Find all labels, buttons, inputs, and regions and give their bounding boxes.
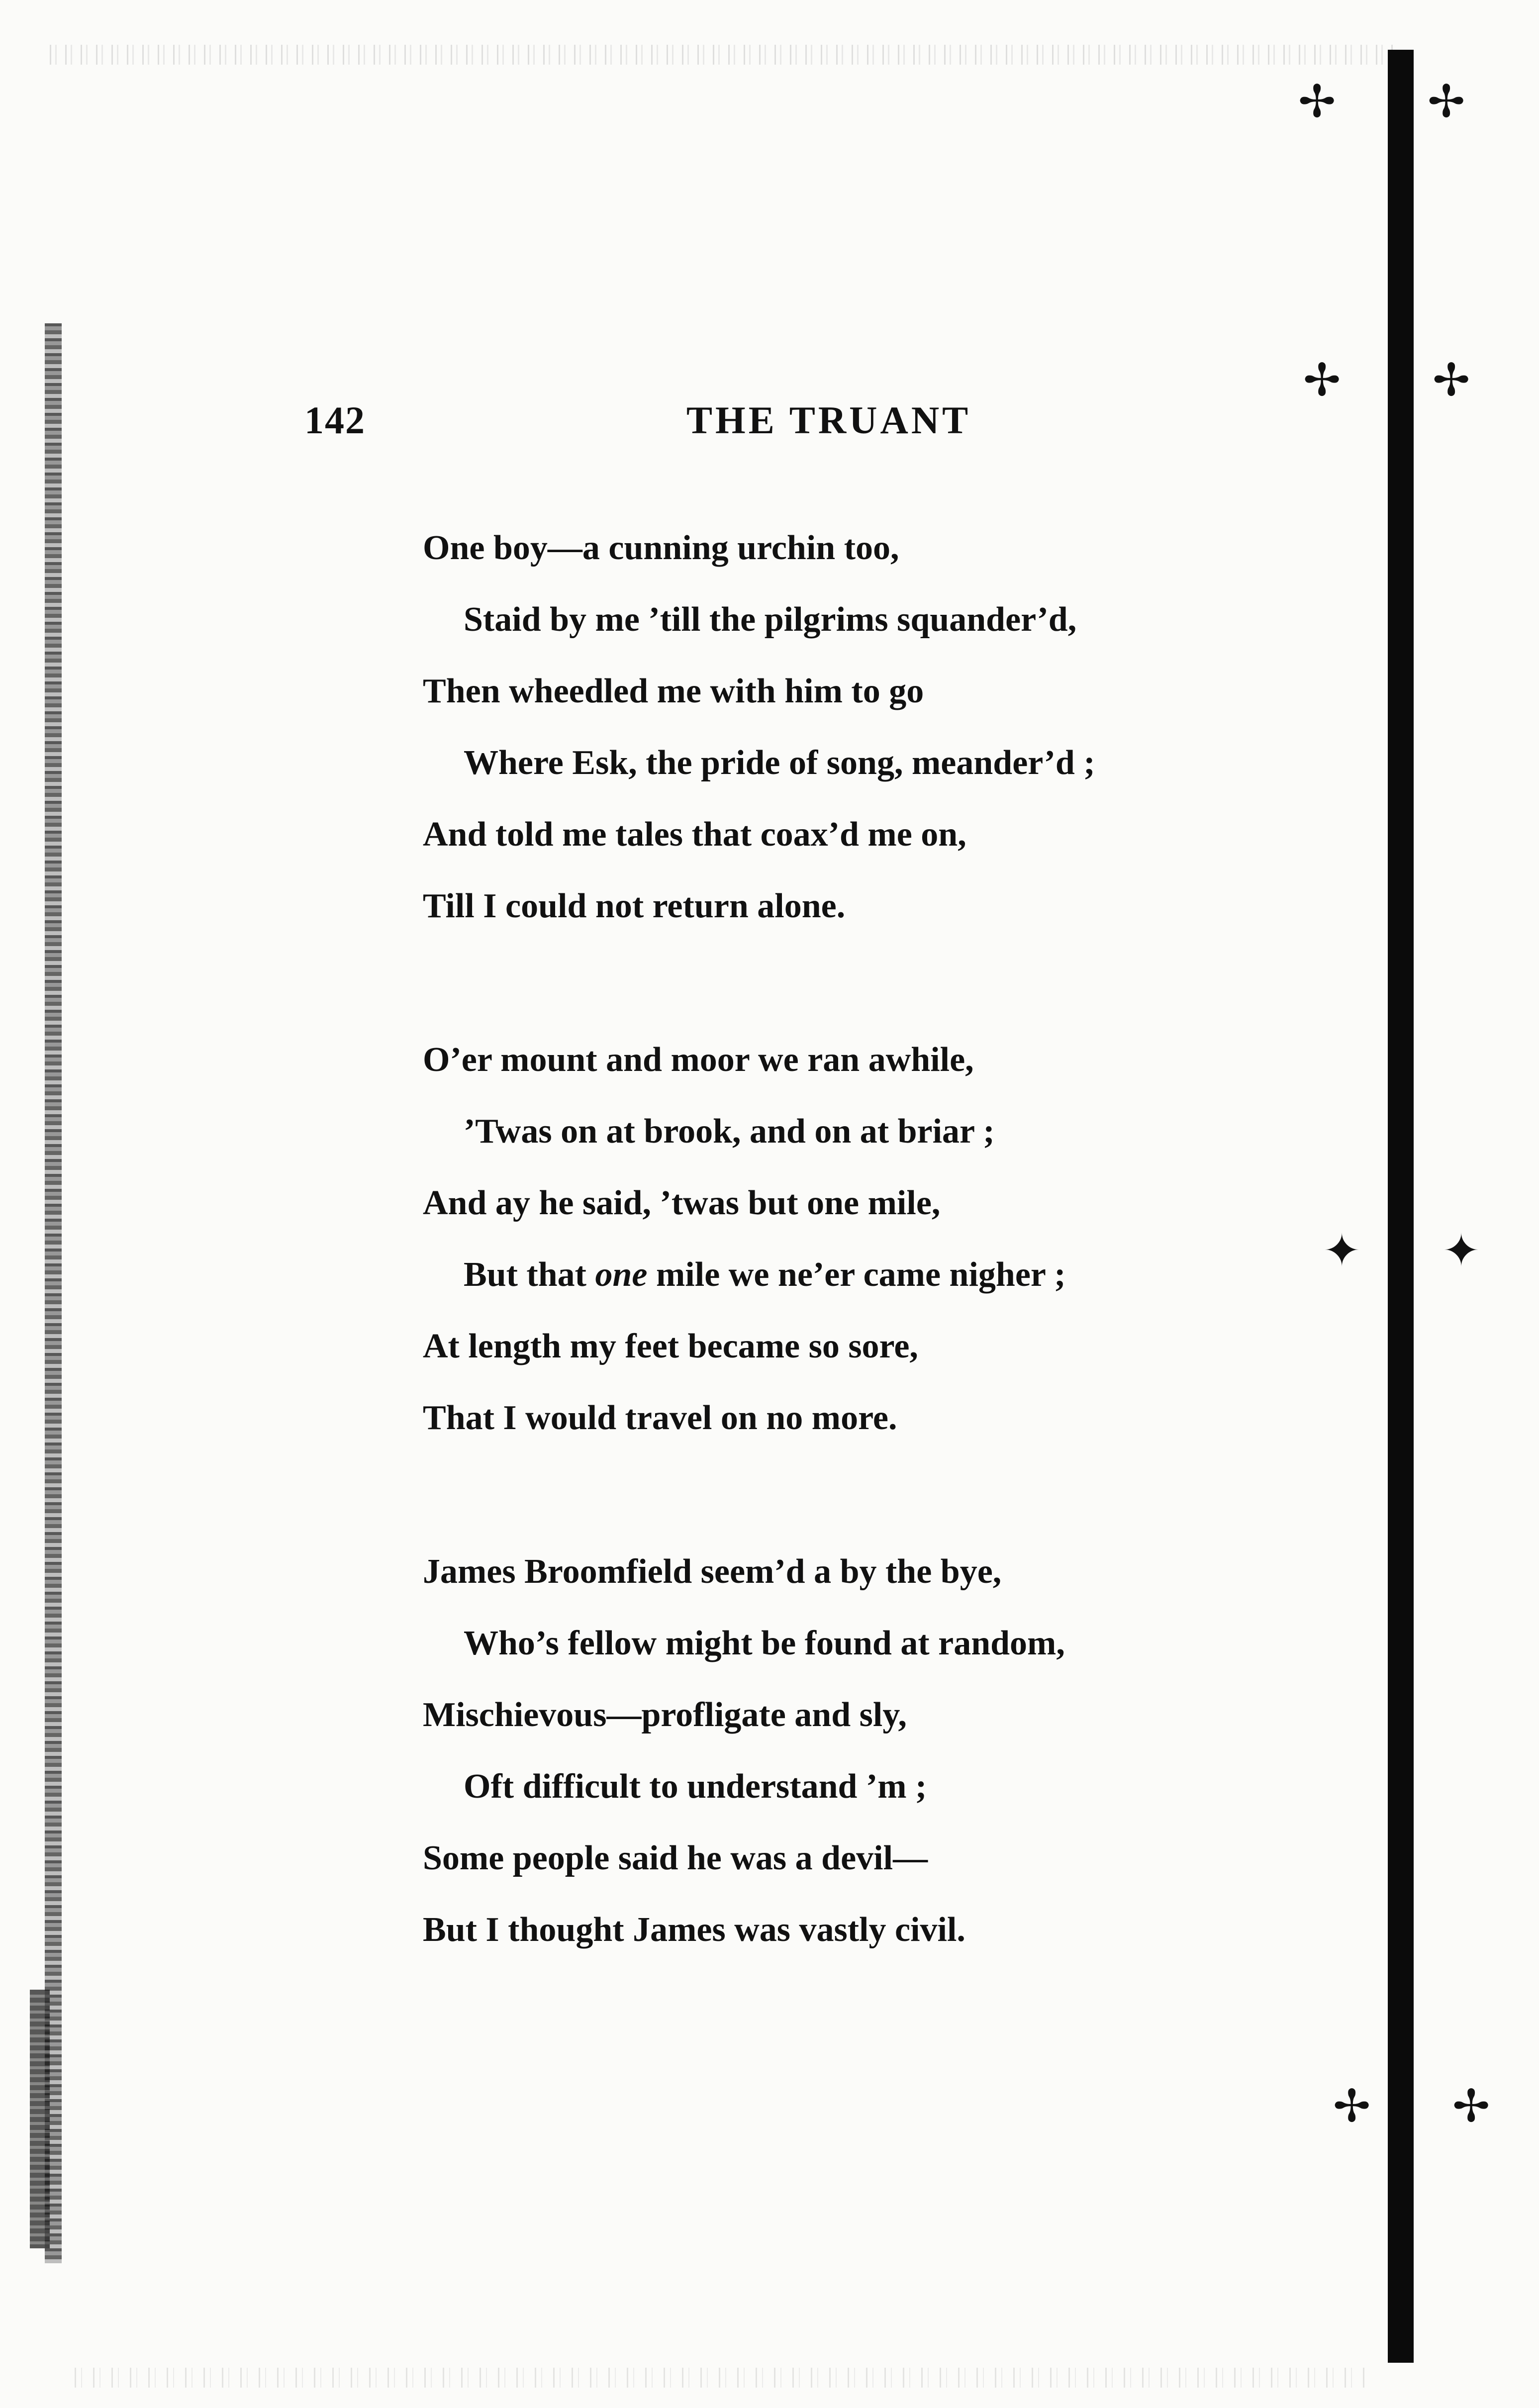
binding-edge-artifact-lower: [30, 1990, 50, 2248]
poem-line: Staid by me ’till the pilgrims squander’d,: [464, 600, 1077, 639]
poem-line: O’er mount and moor we ran awhile,: [423, 1041, 974, 1079]
scan-noise-top: [50, 45, 1393, 65]
fleuron-mark-icon: ✢: [1433, 354, 1470, 406]
poem: [423, 512, 1318, 2048]
poem-line: Where Esk, the pride of song, meander’d ;: [464, 744, 1095, 782]
fleuron-mark-icon: ✢: [1452, 2080, 1490, 2132]
fleuron-mark-icon: ✢: [1298, 76, 1336, 128]
binding-edge-artifact: [45, 323, 62, 2263]
poem-line: Till I could not return alone.: [423, 887, 846, 925]
poem-line: One boy—a cunning urchin too,: [423, 529, 899, 567]
poem-line: But I thought James was vastly civil.: [423, 1911, 965, 1949]
running-title: THE TRUANT: [686, 398, 971, 442]
poem-line: At length my feet became so sore,: [423, 1327, 918, 1365]
fleuron-mark-icon: ✢: [1303, 354, 1341, 406]
poem-line-text: mile we ne’er came nigher ;: [647, 1255, 1066, 1294]
poem-line: Oft difficult to understand ’m ;: [464, 1767, 927, 1806]
stanza-1: [423, 512, 1318, 942]
poem-line-text: But that: [464, 1255, 595, 1294]
page-number: 142: [304, 398, 366, 442]
scan-noise-bottom: [75, 2368, 1368, 2388]
stanza-2: [423, 1024, 1318, 1454]
poem-line: Who’s fellow might be found at random,: [464, 1624, 1065, 1662]
poem-line: And told me tales that coax’d me on,: [423, 815, 966, 854]
poem-line: That I would travel on no more.: [423, 1399, 897, 1437]
stanza-3: [423, 1536, 1318, 1966]
poem-line: Some people said he was a devil—: [423, 1839, 928, 1877]
fleuron-mark-icon: ✢: [1333, 2080, 1371, 2132]
poem-line: Mischievous—profligate and sly,: [423, 1696, 907, 1734]
fleuron-mark-icon: ✦: [1323, 1225, 1361, 1277]
poem-line-italic-word: one: [595, 1255, 648, 1294]
poem-line: And ay he said, ’twas but one mile,: [423, 1184, 941, 1222]
poem-line: ’Twas on at brook, and on at briar ;: [464, 1112, 995, 1151]
poem-line: [423, 1239, 1318, 1311]
poem-line: Then wheedled me with him to go: [423, 672, 924, 710]
poem-line: James Broomfield seem’d a by the bye,: [423, 1552, 1002, 1591]
right-edge-shadow: [1388, 50, 1414, 2363]
fleuron-mark-icon: ✦: [1443, 1225, 1480, 1277]
fleuron-mark-icon: ✢: [1428, 76, 1465, 128]
